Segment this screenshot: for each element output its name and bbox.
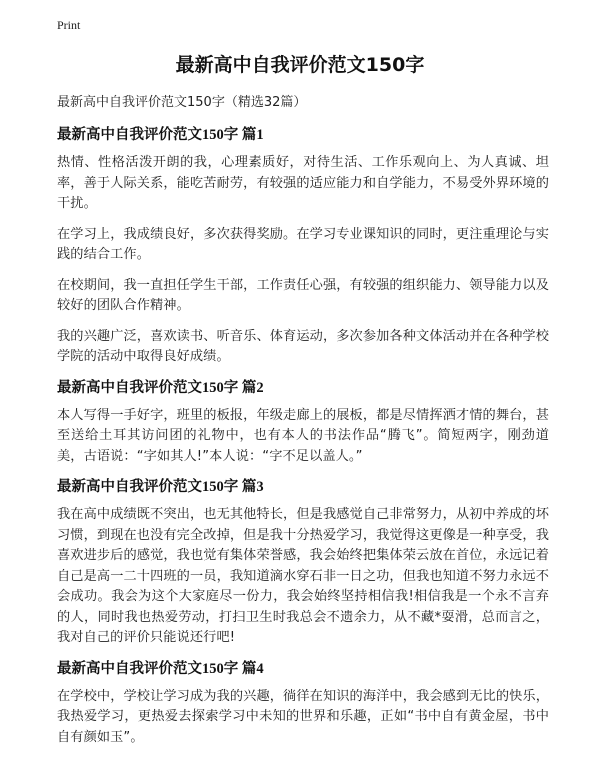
paragraph: 我在高中成绩既不突出，也无其他特长，但是我感觉自己非常努力，从初中养成的坏习惯，到现在也没有完全改掉，但是我十分热爱学习，我觉得这更像是一种享受，我喜欢进步后的感觉，我也觉有集体荣誉感，我会始终把集体荣云放在首位，永远记着自己是高一二十四班的一员，我知道滴水穿石非一日之功，但我也知道不努力永远不会成功。我会为这个大家庭尽一份力，我会始终坚持相信我!相信我是一个永不言弃的人，同时我也热爱劳动，打扫卫生时我总会不遗余力，从不藏*耍滑，总而言之，我对自己的评价只能说还行吧! [57,507,549,645]
section-heading: 最新高中自我评价范文150字 篇2 [57,379,264,396]
paragraph: 本人写得一手好字，班里的板报，年级走廊上的展板，都是尽情挥洒才情的舞台，甚至送给土耳其访问团的礼物中，也有本人的书法作品“腾飞”。简短两字，刚劲道美，古语说：“字如其人!”本人说：“字不足以盖人。” [57,407,549,464]
document-subtitle: 最新高中自我评价范文150字（精选32篇） [57,95,307,110]
section-heading: 最新高中自我评价范文150字 篇3 [57,479,264,495]
document-body [57,94,549,758]
paragraph: 在学习上，我成绩良好，多次获得奖励。在学习专业课知识的同时，更注重理论与实践的结合工作。 [57,226,549,262]
section-heading: 最新高中自我评价范文150字 篇4 [57,660,264,677]
paragraph: 热情、性格活泼开朗的我，心理素质好，对待生活、工作乐观向上、为人真诚、坦率，善于人际关系，能吃苦耐劳，有较强的适应能力和自学能力，不易受外界环境的干扰。 [57,155,549,211]
print-link[interactable]: Print [57,18,81,32]
section-1 [57,125,549,368]
paragraph: 在校期间，我一直担任学生干部，工作责任心强，有较强的组织能力、领导能力以及较好的团队合作精神。 [57,277,549,313]
paragraph: 在学校中，学校让学习成为我的兴趣，徜徉在知识的海洋中，我会感到无比的快乐，我热爱学习，更热爱去探索学习中未知的世界和乐趣，正如“书中自有黄金屋，书中自有颜如玉”。 [57,688,549,745]
section-2 [57,378,549,468]
section-4 [57,659,549,749]
section-heading: 最新高中自我评价范文150字 篇1 [57,127,264,143]
page-title: 最新高中自我评价范文150字 [175,54,425,76]
section-3 [57,477,549,649]
paragraph: 我的兴趣广泛，喜欢读书、听音乐、体育运动，多次参加各种文体活动并在各种学校学院的活动中取得良好成绩。 [57,328,549,364]
